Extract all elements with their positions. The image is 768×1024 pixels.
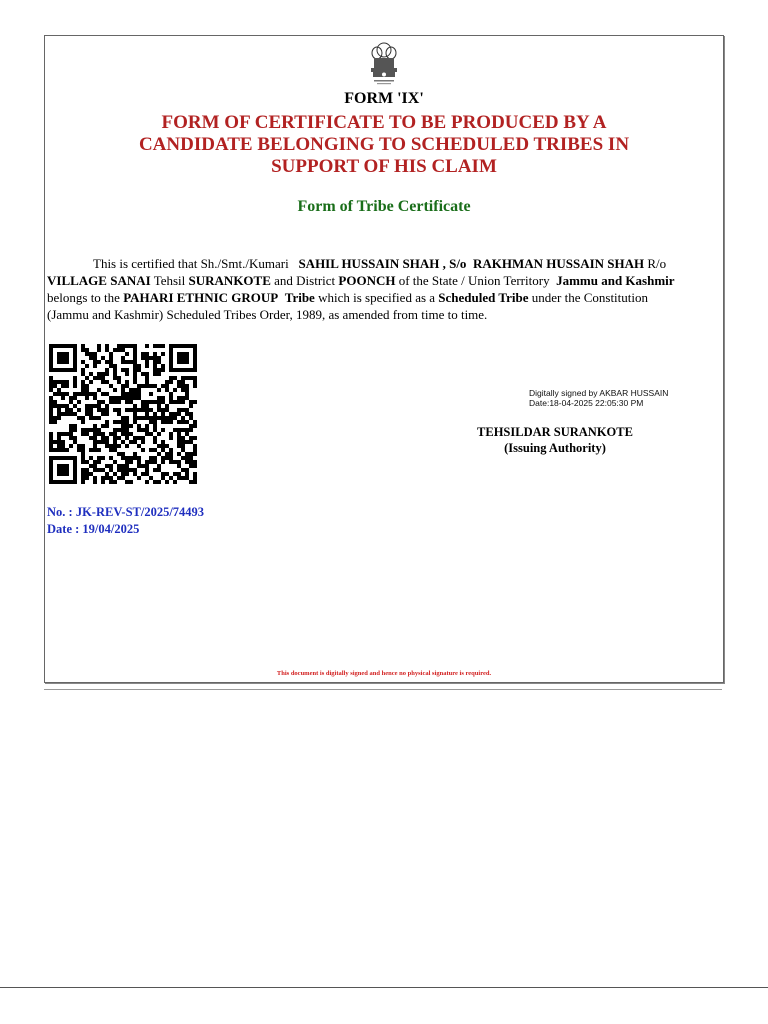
body-line-1 — [47, 255, 723, 272]
page-bottom-rule — [0, 987, 768, 988]
certificate-subtitle: Form of Tribe Certificate — [297, 198, 471, 215]
body-line-3 — [47, 289, 723, 306]
signed-by-text: Digitally signed by AKBAR HUSSAIN — [529, 388, 669, 398]
parent-name: RAKHMAN HUSSAIN SHAH — [472, 256, 645, 271]
relation-text: , S/o — [442, 256, 467, 271]
certificate-number: No. : JK-REV-ST/2025/74493 — [47, 505, 205, 519]
district-name: POONCH — [338, 273, 396, 288]
state-label: of the State / Union Territory — [398, 273, 550, 288]
certificate-body — [47, 255, 723, 323]
body-line-2 — [47, 272, 723, 289]
tribe-name: PAHARI ETHNIC GROUP — [123, 290, 279, 305]
page-divider — [44, 689, 722, 690]
tehsil-label: Tehsil — [153, 273, 186, 288]
residence-label: R/o — [647, 256, 667, 271]
tehsil-name: SURANKOTE — [188, 273, 271, 288]
certificate-meta — [47, 504, 204, 538]
title-line: FORM OF CERTIFICATE TO BE PRODUCED BY A — [161, 112, 607, 133]
qr-code-icon — [49, 344, 197, 484]
district-label: and District — [274, 273, 336, 288]
title-line: CANDIDATE BELONGING TO SCHEDULED TRIBES IN — [138, 134, 630, 155]
body-line-4: (Jammu and Kashmir) Scheduled Tribes Order, 1989, as amended from time to time. — [47, 307, 488, 322]
title-line: SUPPORT OF HIS CLAIM — [271, 156, 497, 177]
state-name: Jammu and Kashmir — [556, 273, 675, 288]
tribe-word: Tribe — [284, 290, 315, 305]
national-emblem-icon — [365, 40, 403, 88]
signed-date-text: Date:18-04-2025 22:05:30 PM — [529, 398, 644, 408]
digital-signature-note: This document is digitally signed and hence no physical signature is required. — [276, 670, 492, 677]
authority-role: (Issuing Authority) — [504, 441, 606, 455]
belongs-label: belongs to the — [47, 290, 120, 305]
certificate-date: Date : 19/04/2025 — [47, 522, 140, 536]
village-name: VILLAGE SANAI — [47, 273, 151, 288]
form-number: FORM 'IX' — [344, 90, 424, 107]
issuing-authority — [425, 424, 685, 456]
authority-name: TEHSILDAR SURANKOTE — [477, 425, 633, 439]
digital-signature-stamp — [529, 388, 668, 408]
intro-text: This is certified that Sh./Smt./Kumari — [93, 256, 289, 271]
certificate-frame — [44, 35, 724, 683]
candidate-name: SAHIL HUSSAIN SHAH — [298, 256, 440, 271]
tribe-category: Scheduled Tribe — [438, 290, 529, 305]
certificate-title — [45, 112, 723, 178]
constitution-label: under the Constitution — [531, 290, 649, 305]
specified-label: which is specified as a — [318, 290, 436, 305]
